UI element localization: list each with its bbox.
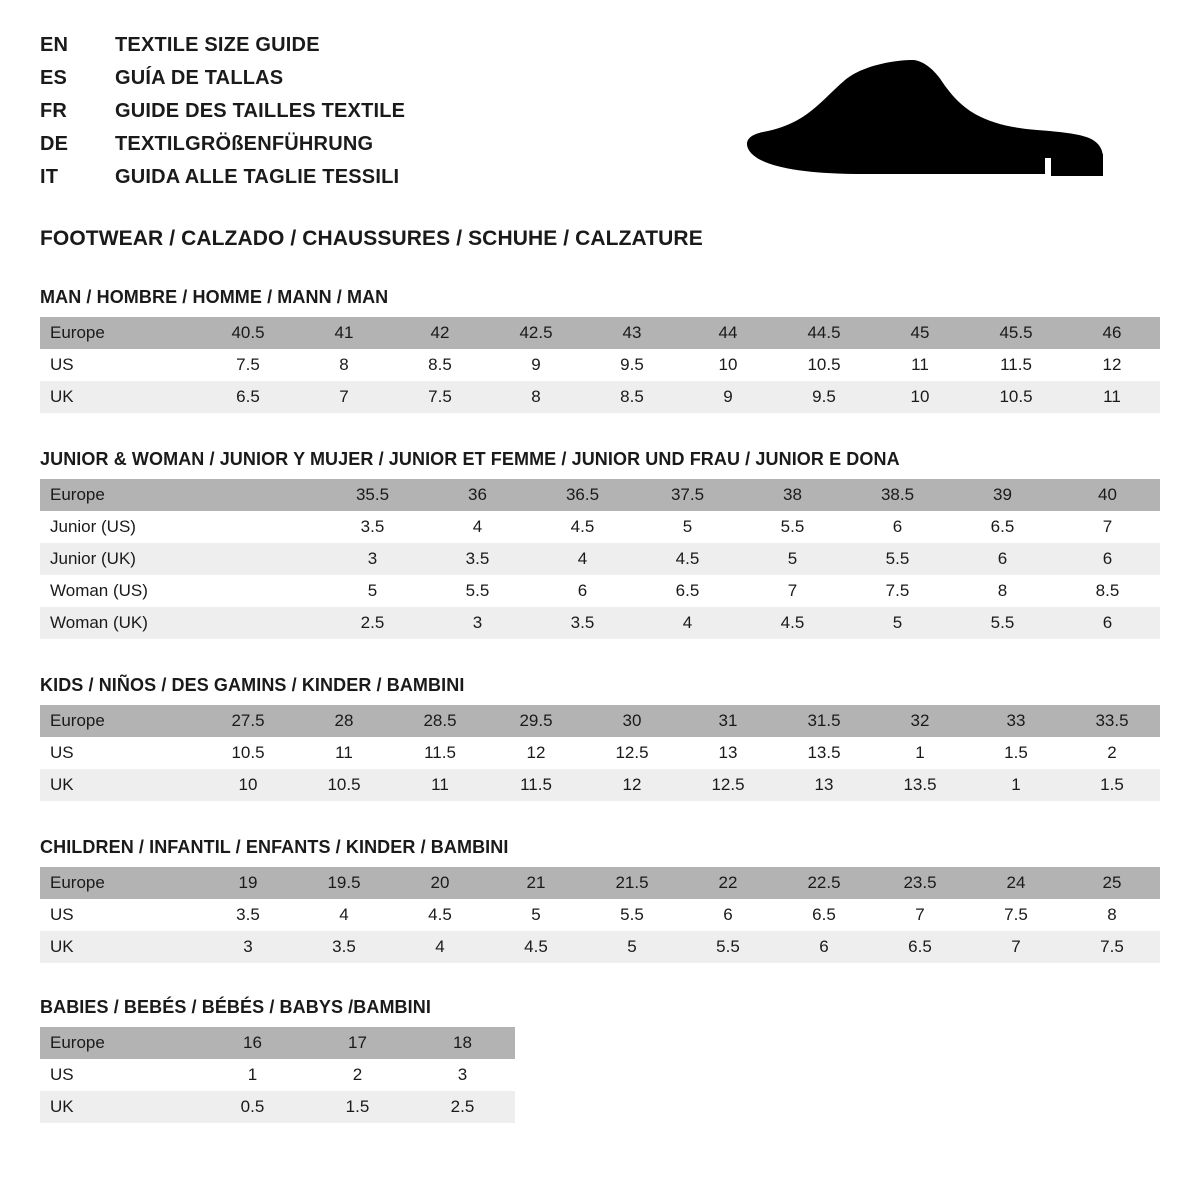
table-cell: 12.5 — [584, 737, 680, 769]
section-title: KIDS / NIÑOS / DES GAMINS / KINDER / BAMBINI — [40, 675, 465, 695]
table-cell: 5 — [740, 543, 845, 575]
table-cell: 6.5 — [200, 381, 296, 413]
row-label: US — [40, 1059, 200, 1091]
table-cell: 4 — [392, 931, 488, 963]
table-cell: 3 — [410, 1059, 515, 1091]
table-cell: 4 — [635, 607, 740, 639]
language-title: GUIDE DES TAILLES TEXTILE — [115, 100, 406, 122]
table-cell: 5.5 — [845, 543, 950, 575]
table-cell: 6 — [1055, 607, 1160, 639]
table-cell: 41 — [296, 317, 392, 349]
table-cell: 33.5 — [1064, 705, 1160, 737]
table-cell: 6 — [776, 931, 872, 963]
table-row — [40, 317, 1160, 349]
table-cell: 28 — [296, 705, 392, 737]
table-cell: 19.5 — [296, 867, 392, 899]
row-label: UK — [40, 1091, 200, 1123]
table-cell: 11 — [392, 769, 488, 801]
table-cell: 5.5 — [740, 511, 845, 543]
table-cell: 3 — [320, 543, 425, 575]
table-cell: 7.5 — [968, 899, 1064, 931]
table-row — [40, 931, 1160, 963]
language-row-en — [40, 34, 405, 67]
table-cell: 8 — [296, 349, 392, 381]
table-cell: 4 — [530, 543, 635, 575]
row-label: Europe — [40, 867, 200, 899]
table-cell — [215, 479, 320, 511]
table-row — [40, 381, 1160, 413]
table-cell: 9.5 — [584, 349, 680, 381]
table-cell: 7 — [740, 575, 845, 607]
table-cell: 2 — [305, 1059, 410, 1091]
table-cell: 5 — [320, 575, 425, 607]
table-cell: 3 — [425, 607, 530, 639]
table-cell: 6 — [1055, 543, 1160, 575]
table-cell: 43 — [584, 317, 680, 349]
table-cell: 30 — [584, 705, 680, 737]
row-label: Junior (US) — [40, 511, 215, 543]
table-cell: 8 — [1064, 899, 1160, 931]
table-row — [40, 769, 1160, 801]
section-man — [40, 287, 1160, 413]
table-cell: 11.5 — [488, 769, 584, 801]
table-cell: 9 — [680, 381, 776, 413]
table-cell: 4.5 — [740, 607, 845, 639]
table-cell: 2 — [1064, 737, 1160, 769]
language-code: ES — [40, 67, 68, 89]
table-cell: 5 — [584, 931, 680, 963]
table-cell: 7 — [968, 931, 1064, 963]
table-cell: 44 — [680, 317, 776, 349]
section-kids — [40, 675, 1160, 801]
table-cell: 5 — [635, 511, 740, 543]
table-cell: 1.5 — [1064, 769, 1160, 801]
table-cell: 37.5 — [635, 479, 740, 511]
table-row — [40, 705, 1160, 737]
table-cell: 40.5 — [200, 317, 296, 349]
table-cell: 11.5 — [392, 737, 488, 769]
table-cell: 2.5 — [320, 607, 425, 639]
table-cell: 3.5 — [530, 607, 635, 639]
table-cell: 33 — [968, 705, 1064, 737]
section-babies — [40, 997, 1160, 1123]
table-cell: 46 — [1064, 317, 1160, 349]
row-label: Junior (UK) — [40, 543, 215, 575]
table-cell: 7.5 — [200, 349, 296, 381]
table-cell: 4.5 — [488, 931, 584, 963]
table-cell: 12.5 — [680, 769, 776, 801]
table-cell: 39 — [950, 479, 1055, 511]
table-cell: 10 — [872, 381, 968, 413]
table-row — [40, 737, 1160, 769]
table-cell: 32 — [872, 705, 968, 737]
table-cell: 6 — [680, 899, 776, 931]
row-label: Europe — [40, 317, 200, 349]
table-cell: 20 — [392, 867, 488, 899]
table-cell: 9.5 — [776, 381, 872, 413]
table-cell: 4.5 — [392, 899, 488, 931]
table-cell: 13.5 — [872, 769, 968, 801]
table-cell: 10.5 — [776, 349, 872, 381]
table-row — [40, 867, 1160, 899]
table-cell: 1.5 — [968, 737, 1064, 769]
table-cell: 8.5 — [584, 381, 680, 413]
section-title: CHILDREN / INFANTIL / ENFANTS / KINDER / BAMBINI — [40, 837, 509, 857]
table-cell: 17 — [305, 1027, 410, 1059]
table-row — [40, 1059, 515, 1091]
language-title: TEXTILE SIZE GUIDE — [115, 34, 320, 56]
section-children — [40, 837, 1160, 963]
table-cell: 11 — [1064, 381, 1160, 413]
table-row — [40, 543, 1160, 575]
table-cell: 45.5 — [968, 317, 1064, 349]
table-cell: 27.5 — [200, 705, 296, 737]
table-cell: 31.5 — [776, 705, 872, 737]
table-cell: 12 — [1064, 349, 1160, 381]
table-cell: 4.5 — [635, 543, 740, 575]
table-cell: 42 — [392, 317, 488, 349]
table-cell: 5.5 — [584, 899, 680, 931]
table-cell: 1 — [200, 1059, 305, 1091]
table-cell: 5.5 — [425, 575, 530, 607]
row-label: UK — [40, 381, 200, 413]
table-cell: 3.5 — [200, 899, 296, 931]
table-cell: 12 — [488, 737, 584, 769]
table-cell: 12 — [584, 769, 680, 801]
table-cell — [215, 607, 320, 639]
table-cell: 4.5 — [530, 511, 635, 543]
table-cell: 5.5 — [680, 931, 776, 963]
table-cell: 5.5 — [950, 607, 1055, 639]
table-cell: 3.5 — [425, 543, 530, 575]
table-cell: 7.5 — [845, 575, 950, 607]
table-cell: 16 — [200, 1027, 305, 1059]
table-cell: 7 — [1055, 511, 1160, 543]
size-table-kids — [40, 705, 1160, 801]
table-cell: 7 — [296, 381, 392, 413]
table-cell: 13 — [680, 737, 776, 769]
table-row — [40, 511, 1160, 543]
table-cell: 11 — [872, 349, 968, 381]
table-cell: 8 — [950, 575, 1055, 607]
table-cell: 29.5 — [488, 705, 584, 737]
dress-shoe-icon — [745, 58, 1105, 193]
table-row — [40, 899, 1160, 931]
table-cell: 6 — [950, 543, 1055, 575]
table-cell: 5 — [845, 607, 950, 639]
row-label: Europe — [40, 705, 200, 737]
table-cell: 6 — [845, 511, 950, 543]
row-label: UK — [40, 769, 200, 801]
row-label: Woman (US) — [40, 575, 215, 607]
table-cell: 8.5 — [392, 349, 488, 381]
table-cell: 8 — [488, 381, 584, 413]
language-code: FR — [40, 100, 68, 122]
table-cell: 7.5 — [392, 381, 488, 413]
table-cell: 11 — [296, 737, 392, 769]
table-cell: 11.5 — [968, 349, 1064, 381]
language-title: TEXTILGRÖßENFÜHRUNG — [115, 133, 374, 155]
table-cell — [215, 575, 320, 607]
table-cell: 1 — [872, 737, 968, 769]
section-title: MAN / HOMBRE / HOMME / MANN / MAN — [40, 287, 389, 307]
table-row — [40, 479, 1160, 511]
table-cell: 10.5 — [296, 769, 392, 801]
size-table-children — [40, 867, 1160, 963]
language-title: GUIDA ALLE TAGLIE TESSILI — [115, 166, 400, 188]
table-cell: 7.5 — [1064, 931, 1160, 963]
footwear-category-title: FOOTWEAR / CALZADO / CHAUSSURES / SCHUHE / CALZATURE — [40, 227, 703, 250]
table-cell: 40 — [1055, 479, 1160, 511]
section-junior-woman — [40, 449, 1160, 639]
table-cell: 35.5 — [320, 479, 425, 511]
table-cell: 22.5 — [776, 867, 872, 899]
table-row — [40, 1091, 515, 1123]
section-title: BABIES / BEBÉS / BÉBÉS / BABYS /BAMBINI — [40, 997, 431, 1017]
table-cell: 6.5 — [776, 899, 872, 931]
language-title: GUÍA DE TALLAS — [115, 67, 284, 89]
language-row-fr — [40, 100, 405, 133]
table-cell — [215, 543, 320, 575]
table-cell: 45 — [872, 317, 968, 349]
table-cell: 38 — [740, 479, 845, 511]
table-cell: 6.5 — [635, 575, 740, 607]
table-row — [40, 575, 1160, 607]
table-cell: 6.5 — [950, 511, 1055, 543]
table-cell: 4 — [425, 511, 530, 543]
row-label: Woman (UK) — [40, 607, 215, 639]
table-cell: 42.5 — [488, 317, 584, 349]
table-cell: 38.5 — [845, 479, 950, 511]
table-cell: 6.5 — [872, 931, 968, 963]
table-cell: 44.5 — [776, 317, 872, 349]
row-label: Europe — [40, 479, 215, 511]
language-row-de — [40, 133, 405, 166]
table-cell: 36.5 — [530, 479, 635, 511]
table-cell: 1.5 — [305, 1091, 410, 1123]
size-table-man — [40, 317, 1160, 413]
table-cell: 6 — [530, 575, 635, 607]
table-cell: 31 — [680, 705, 776, 737]
table-cell: 4 — [296, 899, 392, 931]
table-cell: 0.5 — [200, 1091, 305, 1123]
size-table-babies — [40, 1027, 515, 1123]
language-row-it — [40, 166, 405, 199]
table-cell: 13 — [776, 769, 872, 801]
row-label: Europe — [40, 1027, 200, 1059]
table-cell: 3.5 — [296, 931, 392, 963]
table-cell: 2.5 — [410, 1091, 515, 1123]
table-row — [40, 1027, 515, 1059]
table-cell: 10.5 — [968, 381, 1064, 413]
table-cell: 1 — [968, 769, 1064, 801]
table-cell: 18 — [410, 1027, 515, 1059]
table-cell: 28.5 — [392, 705, 488, 737]
table-cell — [215, 511, 320, 543]
table-cell: 3.5 — [320, 511, 425, 543]
table-cell: 7 — [872, 899, 968, 931]
row-label: US — [40, 349, 200, 381]
table-cell: 5 — [488, 899, 584, 931]
table-cell: 10 — [200, 769, 296, 801]
table-cell: 25 — [1064, 867, 1160, 899]
table-cell: 13.5 — [776, 737, 872, 769]
row-label: UK — [40, 931, 200, 963]
table-cell: 23.5 — [872, 867, 968, 899]
table-cell: 22 — [680, 867, 776, 899]
table-row — [40, 607, 1160, 639]
language-row-es — [40, 67, 405, 100]
table-row — [40, 349, 1160, 381]
table-cell: 21 — [488, 867, 584, 899]
table-cell: 3 — [200, 931, 296, 963]
language-code: EN — [40, 34, 69, 56]
language-code: DE — [40, 133, 69, 155]
language-title-list — [40, 34, 405, 199]
row-label: US — [40, 737, 200, 769]
table-cell: 9 — [488, 349, 584, 381]
table-cell: 36 — [425, 479, 530, 511]
table-cell: 8.5 — [1055, 575, 1160, 607]
row-label: US — [40, 899, 200, 931]
language-code: IT — [40, 166, 59, 188]
table-cell: 24 — [968, 867, 1064, 899]
table-cell: 10.5 — [200, 737, 296, 769]
table-cell: 21.5 — [584, 867, 680, 899]
section-title: JUNIOR & WOMAN / JUNIOR Y MUJER / JUNIOR ET FEMME / JUNIOR UND FRAU / JUNIOR E DONA — [40, 449, 900, 469]
table-cell: 10 — [680, 349, 776, 381]
table-cell: 19 — [200, 867, 296, 899]
size-table-junior-woman — [40, 479, 1160, 639]
page-header — [40, 34, 1160, 199]
